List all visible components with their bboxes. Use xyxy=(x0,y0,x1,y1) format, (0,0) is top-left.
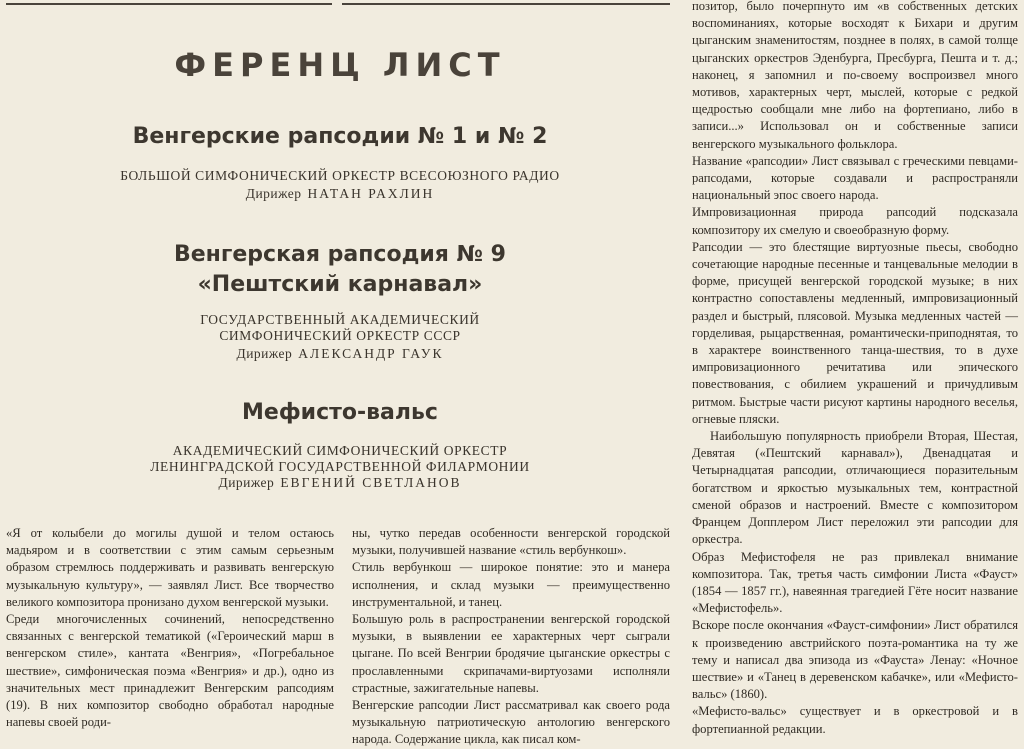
conductor-name: АЛЕКСАНДР ГАУК xyxy=(298,346,444,361)
text-column-2 xyxy=(352,525,670,749)
paragraph: «Я от колыбели до могилы душой и телом остаюсь мадьяром и в соответствии с этим самым серьезным образом стремлюсь поддерживать и развивать венгерскую музыкальную культуру», — заявлял Лист. Все творчество великого композитора пронизано духом венгерской музыки. xyxy=(6,526,334,609)
work-1-conductor xyxy=(0,186,680,202)
paragraph: позитор, было почерпнуто им «в собственных детских воспоминаниях, которые восходят к Бихари и другим цыганским знаменитостям, позднее в полях, в самой толще цыганских оркестров Эденбурга, Пресбурга, Пешта и т. д.; наконец, я запомнил и по-своему воспроизвел много мотивов, характерных черт, мыслей, которые с редкой щедростью сообщали мне либо на фортепиано, либо в записи...» Использовал он и собственные записи венгерского музыкального фольклора. xyxy=(692,0,1018,151)
work-2-orchestra-line-1: ГОСУДАРСТВЕННЫЙ АКАДЕМИЧЕСКИЙ xyxy=(200,312,480,327)
paragraph: Венгерские рапсодии Лист рассматривал как своего рода музыкальную патриотическую антологию венгерского народа. Содержание цикла, как писал ком- xyxy=(352,698,670,747)
top-rule-left xyxy=(6,3,332,5)
work-2-title-line-1: Венгерская рапсодия № 9 xyxy=(173,242,506,267)
conductor-label: Дирижер xyxy=(245,186,302,201)
paragraph: Стиль вербункош — широкое понятие: это и манера исполнения, и склад музыки — преимущественно инструментальной, и танец. xyxy=(352,560,670,609)
work-3-orchestra xyxy=(0,443,680,475)
work-1-orchestra-line: БОЛЬШОЙ СИМФОНИЧЕСКИЙ ОРКЕСТР ВСЕСОЮЗНОГО РАДИО xyxy=(120,168,560,183)
paragraph: ны, чутко передав особенности венгерской городской музыки, получившей название «стиль вербункош». xyxy=(352,526,670,558)
paragraph: Среди многочисленных сочинений, непосредственно связанных с венгерской тематикой («Героический марш в венгерском стиле», кантата «Венгрия», «Погребальное шествие», симфоническая поэма «Венгрия» и др.), одно из значительных мест принадлежит Венгерским рапсодиям (19). В них композитор свободно обработал народные напевы своей роди- xyxy=(6,612,334,730)
work-2-orchestra-line-2: СИМФОНИЧЕСКИЙ ОРКЕСТР СССР xyxy=(219,328,461,343)
conductor-label: Дирижер xyxy=(218,475,275,490)
work-2-title xyxy=(0,240,680,300)
conductor-name: ЕВГЕНИЙ СВЕТЛАНОВ xyxy=(280,475,462,490)
work-3-title xyxy=(0,398,680,428)
paragraph: «Мефисто-вальс» существует и в оркестровой и в фортепианной редакции. xyxy=(692,704,1018,736)
work-2-orchestra xyxy=(0,312,680,344)
conductor-label: Дирижер xyxy=(236,346,293,361)
paragraph: Рапсодии — это блестящие виртуозные пьесы, свободно сочетающие народные песенные и танцевальные мелодии в форме, присущей венгерской городской музыке; в них контрастно сопоставлены медленный, импровизационный раздел и быстрый, плясовой. Музыка медленных частей — горделивая, рыцарственная, романтически-приподнятая, то в характере воинственного танца-шествия, то в духе импровизационного речитатива или эпического повествования, с обилием украшений и причудливым ритмом. Быстрые части рисуют картины народного веселья, огневые пляски. xyxy=(692,239,1018,426)
text-column-3 xyxy=(692,0,1018,738)
paragraph: Импровизационная природа рапсодий подсказала композитору их смелую и своеобразную форму. xyxy=(692,205,1018,237)
work-3-orchestra-line-2: ЛЕНИНГРАДСКОЙ ГОСУДАРСТВЕННОЙ ФИЛАРМОНИИ xyxy=(150,459,530,474)
composer-title: ФЕРЕНЦ ЛИСТ xyxy=(174,46,506,84)
work-1-title xyxy=(0,122,680,152)
conductor-name: НАТАН РАХЛИН xyxy=(307,186,435,201)
work-3-title-line: Мефисто-вальс xyxy=(242,400,438,425)
work-1-title-line: Венгерские рапсодии № 1 и № 2 xyxy=(132,124,548,149)
paragraph: Большую роль в распространении венгерской городской музыки, в выявлении ее характерных черт сыграли цыгане. По всей Венгрии бродячие цыганские оркестры с прославленными скрипачами-виртуозами исполняли страстные, зажигательные напевы. xyxy=(352,612,670,695)
work-1-orchestra xyxy=(0,168,680,184)
work-3-orchestra-line-1: АКАДЕМИЧЕСКИЙ СИМФОНИЧЕСКИЙ ОРКЕСТР xyxy=(172,443,508,458)
top-rule-right xyxy=(342,3,670,5)
work-3-conductor xyxy=(0,475,680,491)
paragraph: Название «рапсодии» Лист связывал с греческими певцами-рапсодами, которые создавали и распространяли национальный эпос своего народа. xyxy=(692,153,1018,203)
paragraph: Наибольшую популярность приобрели Вторая, Шестая, Девятая («Пештский карнавал»), Двенадцатая и Четырнадцатая рапсодии, отличающиеся поразительным богатством и яркостью музыкальных тем, контрастной сменой образов и настроений. Вместе с композитором Францем Допплером Лист переложил эти рапсодии для оркестра. xyxy=(692,429,1018,547)
work-2-conductor xyxy=(0,346,680,362)
text-column-1 xyxy=(6,525,334,731)
paragraph: Вскоре после окончания «Фауст-симфонии» Лист обратился к произведению австрийского поэта-романтика на ту же тему и написал два эпизода из «Фауста» Ленау: «Ночное шествие» и «Танец в деревенском кабачке», или «Мефисто-вальс» (1860). xyxy=(692,618,1018,702)
work-2-title-line-2: «Пештский карнавал» xyxy=(197,272,483,297)
paragraph: Образ Мефистофеля не раз привлекал внимание композитора. Так, третья часть симфонии Листа «Фауст» (1854 — 1857 гг.), навеянная трагедией Гёте носит название «Мефистофель». xyxy=(692,549,1018,616)
